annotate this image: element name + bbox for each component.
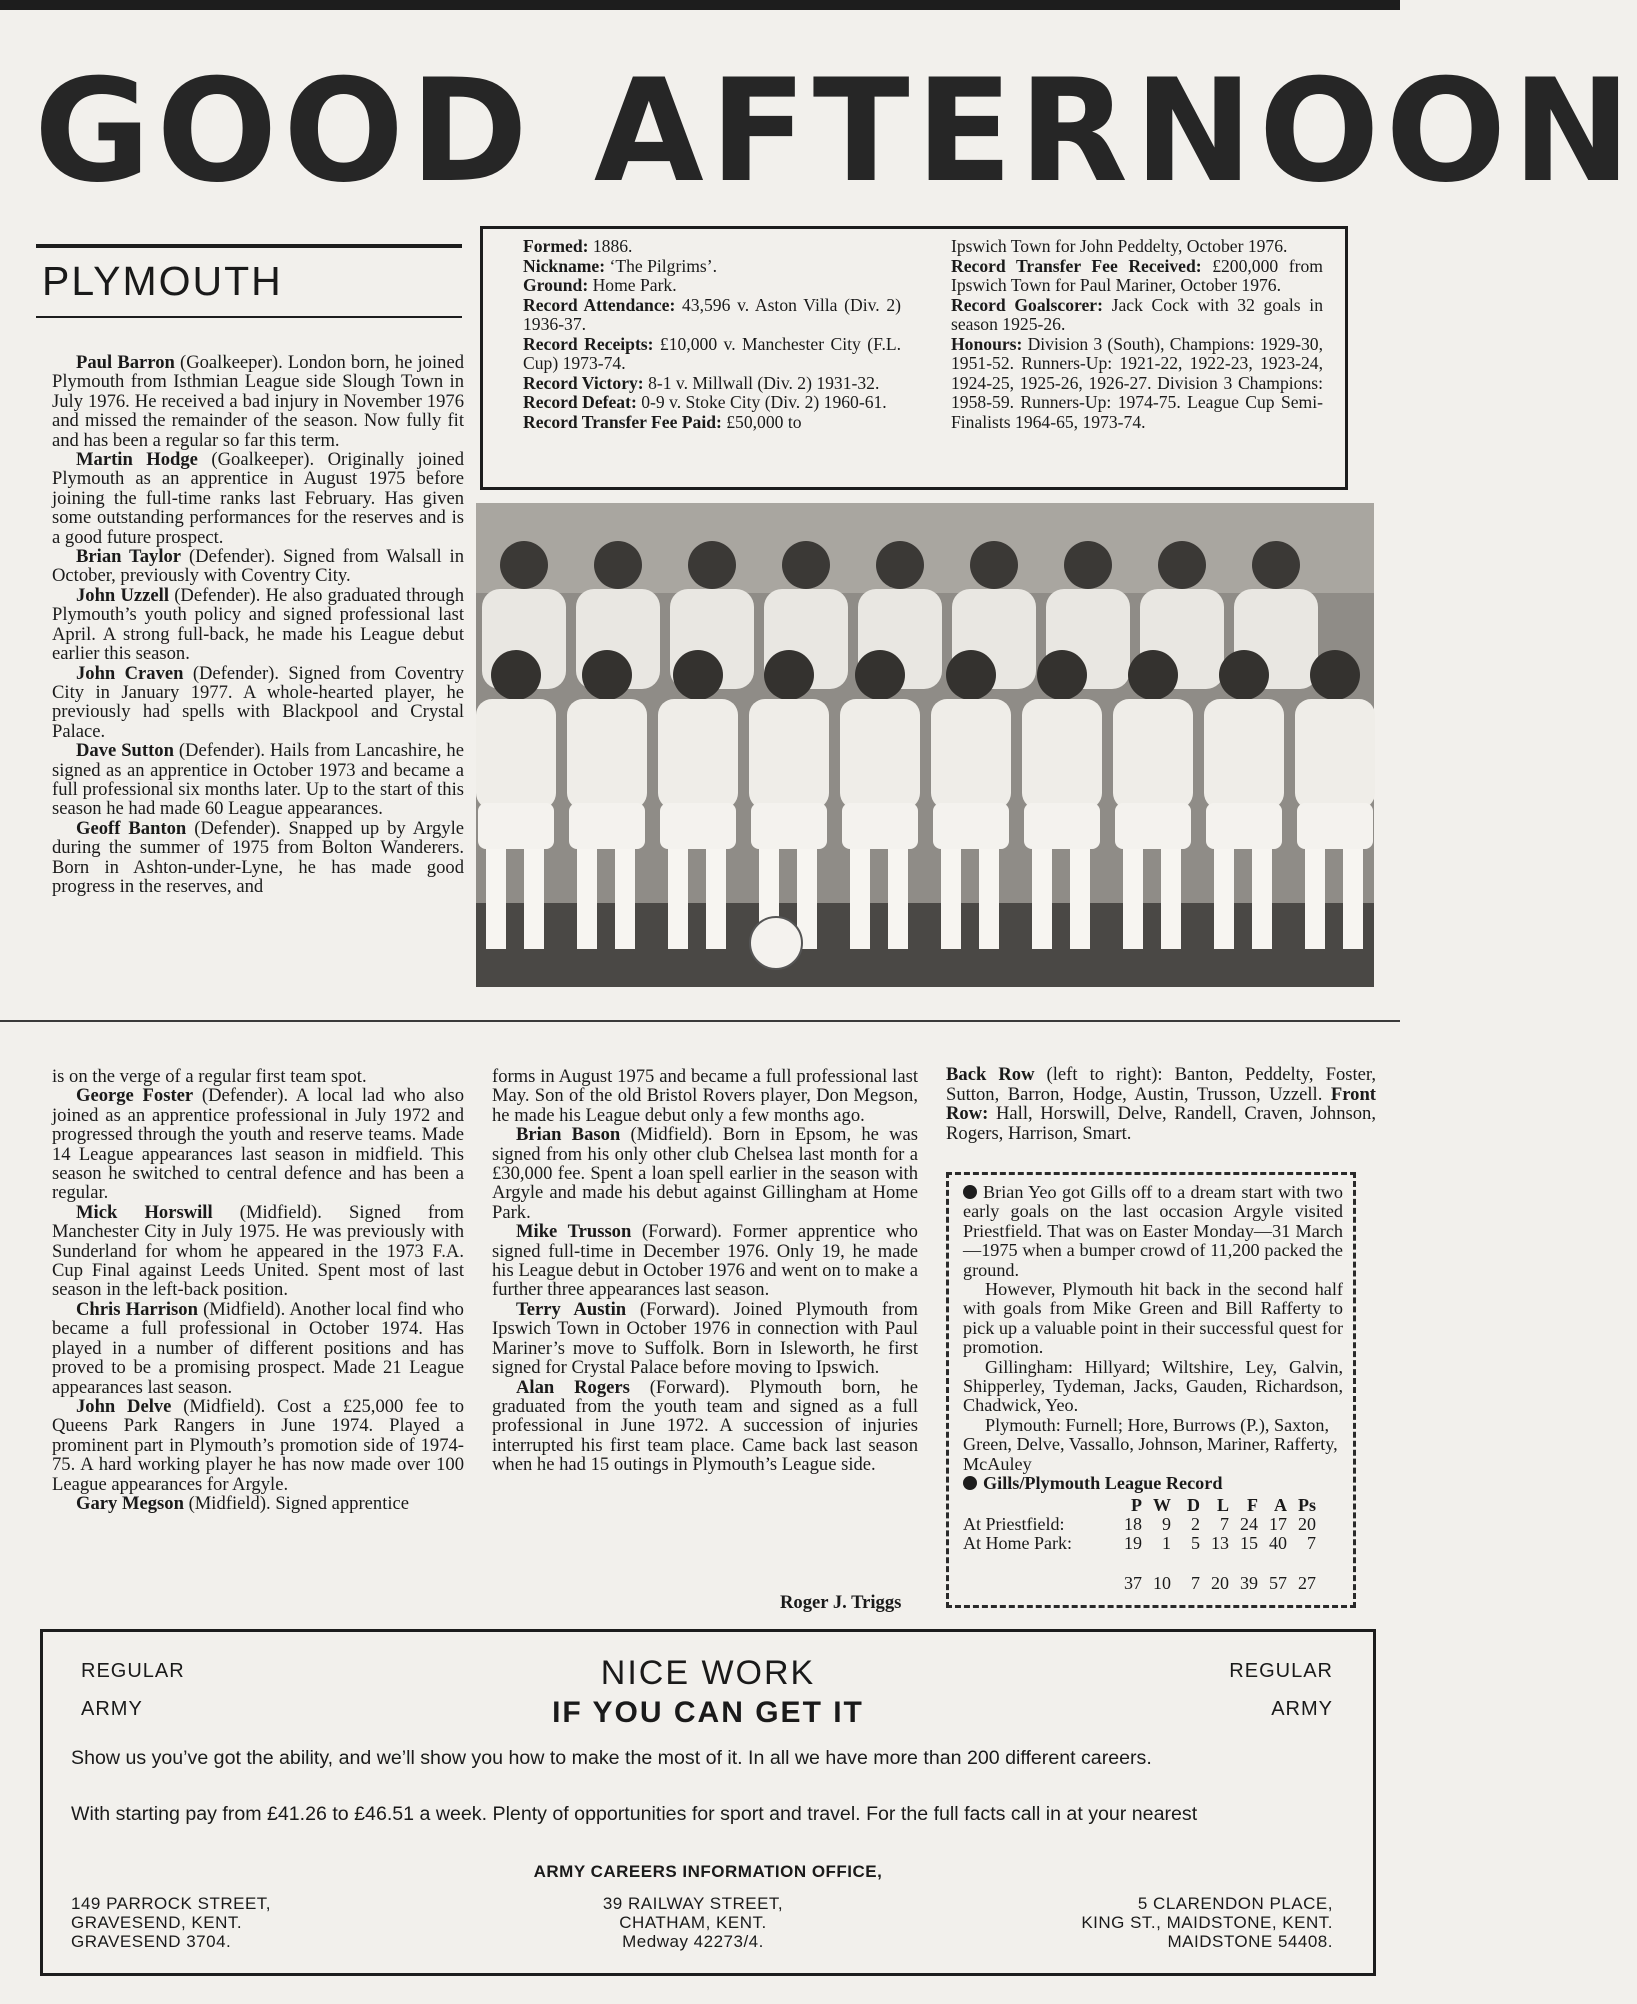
player-profile (52, 1397, 464, 1494)
record-row-label: At Home Park: (963, 1532, 1072, 1553)
record-cell: 17 (1269, 1513, 1287, 1534)
fact-text: 1886. (588, 236, 633, 256)
fact-label: Record Receipts: (523, 333, 654, 354)
record-row-values (1113, 1534, 1316, 1553)
bullet-icon (963, 1185, 977, 1199)
player-shorts (1024, 803, 1100, 849)
fact-label: Honours: (951, 333, 1023, 354)
photo-ground (476, 903, 1374, 987)
record-cell: 5 (1191, 1532, 1200, 1553)
player-shirt (567, 699, 647, 809)
address-line: 5 CLARENDON PLACE, (1137, 1894, 1333, 1913)
fact-item (523, 257, 901, 277)
player-shorts (1115, 803, 1191, 849)
player-profile (492, 1125, 918, 1222)
player-shirt (476, 699, 556, 809)
player-text: (Midfield). Signed apprentice (183, 1492, 410, 1514)
player-sock (1252, 849, 1272, 949)
ad-regular-left: REGULAR (81, 1660, 185, 1682)
record-row-values (1113, 1574, 1316, 1593)
fact-item (523, 237, 901, 257)
player-profile (52, 1086, 464, 1202)
player-name: Alan Rogers (516, 1376, 630, 1398)
player-text: (Forward). Joined Plymouth from Ipswich Town in October 1976 in connection with Paul Mariner’s move to Suffolk. Born in Isleworth, he first signed for Crystal Palace before moving to Ipswich. (492, 1298, 919, 1379)
player-head (1064, 541, 1112, 589)
record-cell: L (1216, 1494, 1229, 1515)
record-cell: 7 (1191, 1572, 1200, 1593)
record-cell: 37 (1124, 1572, 1142, 1593)
player-sock (888, 849, 908, 949)
player-text: (Goalkeeper). London born, he joined Plymouth from Isthmian League side Slough Town in July 1976. He received a bad injury in November 1976 and missed the remainder of the season. Now fully fit and has been a regular so far this term. (52, 352, 464, 451)
player-text: (Defender). Hails from Lancashire, he signed as an apprentice in October 1973 and became a full professional six months later. Up to the start of this season he had made 60 League appearances. (52, 740, 464, 820)
player-name: Martin Hodge (76, 449, 198, 471)
player-text: (Midfield). Cost a £25,000 fee to Queens Park Rangers in June 1974. Played a prominent part in Plymouth’s promotion side of 1974-75. A hard working player he has now made over 100 League appearances for Argyle. (52, 1395, 465, 1495)
player-sock (850, 849, 870, 949)
players-column-1 (52, 353, 464, 896)
record-data-row (963, 1515, 1343, 1534)
fact-label: Ground: (523, 275, 589, 295)
top-edge-bar (0, 0, 1400, 10)
ad-army-left: ARMY (81, 1698, 143, 1720)
record-cell: 57 (1269, 1572, 1287, 1593)
photo-caption (946, 1065, 1376, 1143)
player-shorts (1297, 803, 1373, 849)
fact-text: £10,000 v. Manchester City (F.L. Cup) 1973-74. (523, 333, 901, 373)
player-name: Dave Sutton (76, 740, 174, 762)
fact-label: Nickname: (523, 255, 606, 276)
fact-item (951, 335, 1323, 433)
address-line: CHATHAM, KENT. (619, 1913, 767, 1932)
player-head (688, 541, 736, 589)
player-head (594, 541, 642, 589)
club-facts-column-2 (951, 237, 1323, 432)
section-title: PLYMOUTH (42, 258, 283, 304)
section-rule (36, 244, 462, 248)
player-head (970, 541, 1018, 589)
player-profile (492, 1378, 918, 1475)
player-profile (52, 664, 464, 742)
player-head (946, 650, 996, 700)
fact-text: 43,596 v. Aston Villa (Div. 2) 1936-37. (523, 294, 901, 334)
gills-lineup-gillingham: Gillingham: Hillyard; Wiltshire, Ley, Galvin, Shipperley, Tydeman, Jacks, Gauden, Richardson, Chadwick, Yeo. (963, 1356, 1343, 1416)
headline (34, 49, 1637, 214)
fact-label: Formed: (523, 236, 589, 256)
player-head (1252, 541, 1300, 589)
player-shirt (1113, 699, 1193, 809)
player-profile (52, 1300, 464, 1397)
player-head (500, 541, 548, 589)
author-signoff: Roger J. Triggs (780, 1592, 902, 1613)
fact-label: Record Transfer Fee Paid: (523, 411, 722, 432)
fact-item (523, 335, 901, 374)
fact-text: Division 3 (South), Champions: 1929-30, 1951-52. Runners-Up: 1921-22, 1922-23, 1923-24, 1924-25, 1925-26, 1926-27. Division 3 Champions: 1958-59. Runners-Up: 1974-75. League Cup Semi-Finalists 1964-65, 1973-74. (951, 333, 1323, 432)
player-profile (492, 1067, 918, 1125)
record-cell: 15 (1240, 1532, 1258, 1553)
caption-back-row-label: Back Row (946, 1064, 1035, 1085)
fact-text: Ipswich Town for John Peddelty, October 1976. (951, 236, 1288, 256)
record-cell: 19 (1124, 1532, 1142, 1553)
players-column-2 (52, 1067, 464, 1513)
player-shirt (658, 699, 738, 809)
player-shorts (569, 803, 645, 849)
fact-text: £50,000 to (721, 411, 802, 432)
caption-back-row-text: (left to right): Banton, Peddelty, Foster, Sutton, Barron, Hodge, Austin, Trusson, Uzzell. (946, 1064, 1376, 1105)
player-profile (52, 353, 464, 450)
player-sock (615, 849, 635, 949)
player-profile (52, 1067, 464, 1086)
ad-army-right: ARMY (1271, 1698, 1333, 1720)
fact-item (951, 257, 1323, 296)
player-head (1037, 650, 1087, 700)
player-sock (1123, 849, 1143, 949)
player-text: (Midfield). Born in Epsom, he was signed from his only other club Chelsea last month for a £30,000 fee. Spent a loan spell earlier in the season with Argyle and made his debut against Gillingham at Home Park. (492, 1124, 918, 1223)
record-row-label (963, 1496, 1113, 1515)
record-cell: 7 (1220, 1513, 1229, 1534)
player-profile (52, 1203, 464, 1300)
player-sock (1343, 849, 1363, 949)
record-cell: D (1187, 1494, 1200, 1515)
player-sock (1305, 849, 1325, 949)
player-shorts (751, 803, 827, 849)
headline-word-afternoon: AFTERNOON (593, 49, 1637, 214)
record-cell: A (1274, 1494, 1287, 1515)
player-name: Mick Horswill (76, 1201, 213, 1223)
player-sock (577, 849, 597, 949)
fact-text: Jack Cock with 32 goals in season 1925-26. (951, 294, 1323, 334)
player-head (876, 541, 924, 589)
fact-text: ‘The Pilgrims’. (605, 255, 717, 276)
fact-item (523, 413, 901, 433)
record-cell: 10 (1153, 1572, 1171, 1593)
player-profile (492, 1222, 918, 1300)
record-row-label: At Priestfield: (963, 1513, 1065, 1534)
player-text: (Midfield). Signed from Manchester City in July 1975. He was previously with Sunderland for whom he appeared in the 1973 F.A. Cup Final against Leeds United. Spent most of last season in the left-back position. (52, 1201, 464, 1301)
record-cell: 2 (1191, 1513, 1200, 1534)
player-profile (52, 741, 464, 819)
player-shorts (660, 803, 736, 849)
player-text: (Defender). Signed from Coventry City in January 1977. A whole-hearted player, he previously had spells with Blackpool and Crystal Palace. (52, 662, 464, 742)
player-sock (1214, 849, 1234, 949)
player-shorts (933, 803, 1009, 849)
ad-address-gravesend (71, 1894, 371, 1951)
record-row-values (1113, 1496, 1316, 1515)
player-profile (52, 547, 464, 586)
fact-item (523, 296, 901, 335)
address-line: 39 RAILWAY STREET, (602, 1894, 784, 1913)
player-name: Brian Bason (516, 1124, 621, 1146)
player-profile (52, 1494, 464, 1513)
player-shirt (840, 699, 920, 809)
ad-body-ability: Show us you’ve got the ability, and we’ll show you how to make the most of it. In all we have more than 200 different careers. (71, 1747, 1152, 1769)
league-record-table (963, 1496, 1343, 1593)
record-row-values (1113, 1515, 1316, 1534)
player-name: John Uzzell (76, 584, 169, 606)
gills-para-1: Brian Yeo got Gills off to a dream start with two early goals on the last occasion Argyle visited Priestfield. That was on Easter Monday—31 March—1975 when a bumper crowd of 11,200 packed the ground. (963, 1182, 1343, 1280)
player-name: George Foster (76, 1085, 194, 1107)
address-line: MAIDSTONE 54408. (1167, 1932, 1333, 1951)
address-line: KING ST., MAIDSTONE, KENT. (1081, 1913, 1333, 1932)
gills-history-box (946, 1172, 1356, 1608)
league-record-title: Gills/Plymouth League Record (963, 1474, 1343, 1493)
player-text: (Forward). Plymouth born, he graduated from the youth team and signed as a full professional in June 1972. A succession of injuries interrupted his first team place. Came back last season when he had 15 outings in Plymouth’s League side. (492, 1376, 918, 1476)
player-head (673, 650, 723, 700)
player-name: Brian Taylor (76, 546, 182, 568)
player-text: is on the verge of a regular first team spot. (52, 1066, 367, 1087)
record-row-label (963, 1574, 1113, 1593)
player-shirt (931, 699, 1011, 809)
club-facts-column-1 (523, 237, 901, 432)
player-sock (524, 849, 544, 949)
player-sock (979, 849, 999, 949)
player-name: Geoff Banton (76, 817, 187, 839)
player-text: (Defender). He also graduated through Plymouth’s youth policy and signed professional last April. A strong full-back, he made his League debut earlier this season. (52, 584, 464, 665)
player-head (1128, 650, 1178, 700)
team-photo (476, 503, 1374, 987)
player-shirt (749, 699, 829, 809)
player-name: Gary Megson (76, 1492, 184, 1514)
record-cell: 20 (1211, 1572, 1229, 1593)
record-cell: F (1247, 1494, 1258, 1515)
fact-text: Home Park. (588, 275, 677, 295)
team-photo-drawing (476, 503, 1374, 987)
record-totals-row (963, 1572, 1343, 1593)
record-cell: 24 (1240, 1513, 1258, 1534)
ad-regular-right: REGULAR (1229, 1660, 1333, 1682)
fact-text: 8-1 v. Millwall (Div. 2) 1931-32. (643, 372, 880, 393)
player-sock (706, 849, 726, 949)
caption-front-row-text: Hall, Horswill, Delve, Randell, Craven, Johnson, Rogers, Harrison, Smart. (946, 1103, 1376, 1144)
player-sock (1161, 849, 1181, 949)
player-shorts (1206, 803, 1282, 849)
record-cell: 39 (1240, 1572, 1258, 1593)
player-shirt (1204, 699, 1284, 809)
record-cell: 13 (1211, 1532, 1229, 1553)
player-head (782, 541, 830, 589)
record-header-row (963, 1496, 1343, 1515)
record-cell: P (1131, 1494, 1142, 1515)
player-head (1158, 541, 1206, 589)
club-facts-box (480, 226, 1348, 490)
player-sock (1032, 849, 1052, 949)
ad-title-if-you-can: IF YOU CAN GET IT (552, 1696, 864, 1729)
player-sock (1070, 849, 1090, 949)
fact-item (951, 237, 1323, 257)
player-head (855, 650, 905, 700)
address-line: Medway 42273/4. (622, 1932, 764, 1951)
player-name: Terry Austin (516, 1298, 627, 1320)
player-text: (Defender). Signed from Walsall in October, previously with Coventry City. (52, 546, 464, 587)
record-cell: 20 (1298, 1513, 1316, 1534)
player-text: (Midfield). Another local find who became a full professional in October 1974. Has played in a number of different positions and has proved to be a promising prospect. Made 21 League appearances last season. (52, 1298, 464, 1398)
fact-item (523, 276, 901, 296)
player-profile (52, 586, 464, 664)
record-cell: 40 (1269, 1532, 1287, 1553)
player-head (582, 650, 632, 700)
army-advertisement (40, 1629, 1376, 1976)
player-sock (941, 849, 961, 949)
player-head (1310, 650, 1360, 700)
fact-label: Record Goalscorer: (951, 294, 1103, 315)
record-cell: 27 (1298, 1572, 1316, 1593)
player-shorts (478, 803, 554, 849)
gills-para-2: However, Plymouth hit back in the second half with goals from Mike Green and Bill Rafferty to pick up a valuable point in their successful quest for promotion. (963, 1279, 1343, 1358)
caption-front-row-label: Front Row: (946, 1083, 1376, 1124)
player-shirt (1022, 699, 1102, 809)
player-shirt (1295, 699, 1375, 809)
address-line: 149 PARROCK STREET, (71, 1894, 272, 1913)
player-shorts (842, 803, 918, 849)
players-column-3 (492, 1067, 918, 1475)
football (750, 917, 802, 969)
player-sock (486, 849, 506, 949)
fact-label: Record Defeat: (523, 392, 637, 412)
headline-word-good: GOOD (34, 49, 534, 214)
player-name: Paul Barron (76, 352, 175, 373)
ad-body-pay: With starting pay from £41.26 to £46.51 a week. Plenty of opportunities for sport and travel. For the full facts call in at your nearest (71, 1803, 1198, 1825)
player-profile (52, 450, 464, 547)
player-head (1219, 650, 1269, 700)
player-sock (668, 849, 688, 949)
player-text: (Goalkeeper). Originally joined Plymouth as an apprentice in August 1975 before joining the full-time ranks last February. Has given some outstanding performances for the reserves and is a good future prospect. (52, 449, 464, 548)
fact-label: Record Attendance: (523, 294, 676, 315)
player-profile (52, 819, 464, 897)
player-text: (Defender). Snapped up by Argyle during the summer of 1975 from Bolton Wanderers. Born in Ashton-under-Lyne, he has made good progress in the reserves, and (52, 817, 464, 897)
gills-lineup-plymouth: Plymouth: Furnell; Hore, Burrows (P.), Saxton, Green, Delve, Vassallo, Johnson, Mariner, Rafferty, McAuley (963, 1414, 1338, 1474)
fact-item (951, 296, 1323, 335)
fact-text: £200,000 from Ipswich Town for Paul Mariner, October 1976. (951, 255, 1323, 295)
address-line: GRAVESEND, KENT. (71, 1913, 243, 1932)
record-cell: 7 (1307, 1532, 1316, 1553)
player-text: (Defender). A local lad who also joined as an apprentice professional in July 1972 and progressed through the youth and reserve teams. Made 14 League appearances last season in midfield. This season he switched to central defence and has been a regular. (52, 1085, 464, 1204)
record-data-row (963, 1534, 1343, 1553)
player-name: John Craven (76, 662, 184, 684)
address-line: GRAVESEND 3704. (71, 1932, 232, 1951)
record-cell: Ps (1298, 1494, 1316, 1515)
record-cell: 9 (1162, 1513, 1171, 1534)
player-profile (492, 1300, 918, 1378)
record-cell: W (1153, 1494, 1171, 1515)
player-text: forms in August 1975 and became a full professional last May. Son of the old Bristol Rovers player, Don Megson, he made his League debut only a few months ago. (492, 1066, 918, 1126)
ad-title-nice-work: NICE WORK (600, 1654, 816, 1692)
player-text: (Forward). Former apprentice who signed full-time in December 1976. Only 19, he made his League debut in October 1976 and went on to make a further three appearances last season. (492, 1221, 918, 1301)
section-rule-lower (36, 316, 462, 318)
fact-label: Record Victory: (523, 372, 644, 393)
bullet-icon (963, 1476, 977, 1490)
ad-address-chatham (543, 1894, 843, 1951)
record-cell: 1 (1162, 1532, 1171, 1553)
fact-item (523, 374, 901, 394)
player-head (491, 650, 541, 700)
player-name: John Delve (76, 1395, 172, 1417)
player-name: Mike Trusson (516, 1221, 632, 1243)
ad-address-maidstone (993, 1894, 1333, 1951)
page-fold (0, 1020, 1400, 1022)
fact-label: Record Transfer Fee Received: (951, 255, 1202, 276)
player-name: Chris Harrison (76, 1298, 198, 1320)
player-head (764, 650, 814, 700)
ad-office-heading: ARMY CAREERS INFORMATION OFFICE, (533, 1862, 883, 1881)
fact-text: 0-9 v. Stoke City (Div. 2) 1960-61. (636, 392, 887, 412)
fact-item (523, 393, 901, 413)
record-cell: 18 (1124, 1513, 1142, 1534)
